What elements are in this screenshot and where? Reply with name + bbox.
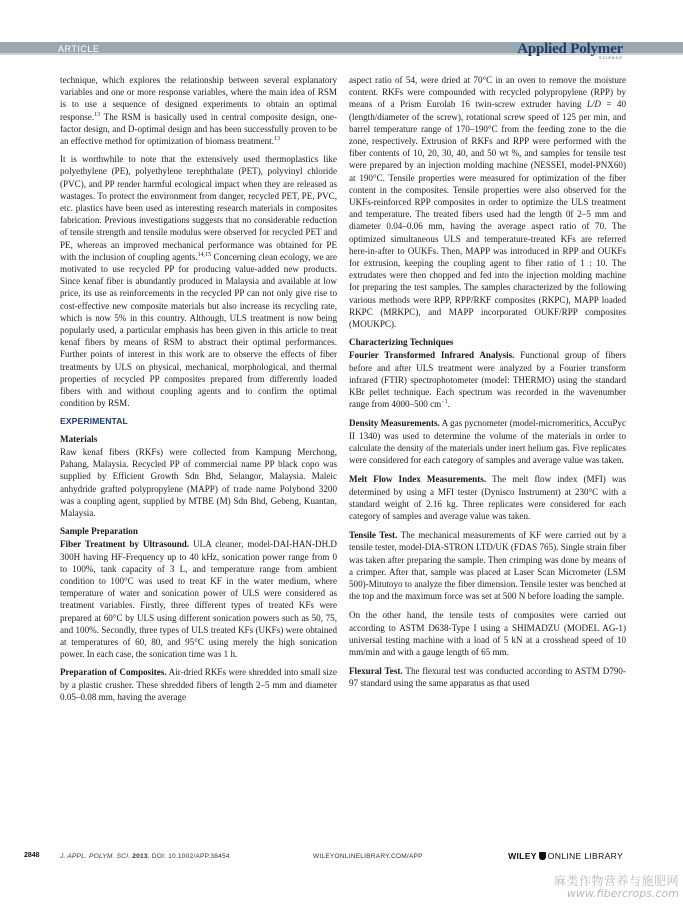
intro-paragraph-1: technique, which explores the relationship between several explanatory variables and one or more response variables, where the main idea of RSM is to use a sequence of designed experiments to obtain an optimal response.$^{13}$ The RSM is basically used in central composite design, one-factor design, and D-optimal design and has been successfully proven to be an effective method for optimization of biomass treatment.$^{13}$ [60,75,337,147]
subsection-heading-sample-preparation: Sample Preparation [60,526,138,537]
journal-logo [517,40,623,60]
citation: J. APPL. POLYM. SCI. 2013, DOI: 10.1002/APP.38454 [60,853,230,860]
journal-name: Applied Polymer [517,41,623,57]
astm-paragraph: On the other hand, the tensile tests of composites were carried out according to ASTM D638-Type I using a SHIMADZU (MODEL AG-1) universal testing machine with a load of 5 kN at a crosshead speed of 10 mm/min and with a gauge length of 65 mm. [349,610,626,657]
journal-subtitle: SCIENCE [599,56,623,60]
watermark-text: 麻类作物营养与施肥网 [553,874,679,888]
density-paragraph: Density Measurements. A gas pycnometer (model-micromeritics, AccuPyc II 1340) was used to determine the volume of the materials in order to calculate the density of the materials under inert helium gas. Five replicates were considered for each category of samples and average value was taken. [349,418,626,466]
right-column [349,74,626,696]
ftir-paragraph: Fourier Transformed Infrared Analysis. Functional group of fibers before and after ULS treatment were analyzed by a Fourier transform infrared (FTIR) spectrophotometer (model: THERMO) using the standard KBr pellet technique. Each spectrum was recorded in the wavenumber range from 4000–500 $cm^{-1}$. [349,350,626,410]
flexural-paragraph: Flexural Test. The flexural test was conducted according to ASTM D790-97 standard using the same apparatus as that used [349,666,626,689]
section-heading-experimental: EXPERIMENTAL [60,416,128,427]
composite-prep-paragraph: aspect ratio of 54, were dried at 70°C in an oven to remove the moisture content. RKFs were compounded with recycled polypropylene (RPP) by means of a Prism Eurolab 16 twin-screw extruder having L/D = 40 (length/diameter of the screw), rotational screw speed of 125 per min, and barrel temperature range of 170–190°C from the feeding zone to the die zone, respectively. Extrusion of RKFs and RPP were performed with the fiber contents of 10, 20, 30, 40, and 50 wt %, and samples for tensile test were prepared by an injection molding machine (NESSEI, model-PNX60) at 190°C. Tensile properties were measured for optimization of the fiber content in the composites. Tensile properties were also observed for the UKFs-reinforced RPP composites in order to optimize the ULS treatment and temperature. The treated fibers used had the length 0f 2–5 mm and diameter 0.04–0.06 mm, having the average aspect ratio of 70. The optimized simultaneous ULS and temperature-treated KFs are referred here-in-after to OUKFs. Then, MAPP was introduced in RPP and OUKFs for extrusion, keeping the coupling agent to fiber ratio of 1 : 10. The extrudates were then chopped and fed into the injection molding machine for preparing the test samples. The samples characterized by the following various methods were RPP, RPP/RKF composites (RKPC), MAPP loaded RKPC (MRKPC), and MAPP incorporated OUKF/RPP composites (MOUKPC). [349,75,626,330]
wiley-logo-icon [539,852,546,860]
journal-url: WILEYONLINELIBRARY.COM/APP [313,853,423,860]
tensile-paragraph: Tensile Test. The mechanical measurements of KF were carried out by a tensile tester, model-DIA-STRON LTD/UK (FDAS 765). Single strain fiber was taken after preparing the sample. Then crimping was done by means of a crimper. After that, sample was placed at Laser Scan Micrometer (LSM 500)-Mitutoyo to analyze the fiber dimension. Tensile tester was benched at the top and the maximum force was set at 500 N before loading the sample. [349,530,626,602]
intro-paragraph-2: It is worthwhile to note that the extensively used thermoplastics like polyethylene (PE), polyethylene terephthalate (PET), polyvinyl chloride (PVC), and PP render harmful ecological impact when they are released as wastages. To protect the environment from danger, recycled PET, PE, PVC, etc. plastics have been used as interesting research materials in composites fabrication. Previous investigations suggests that no considerable reduction of tensile strength and tensile modulus were observed for recycled PET and PE, whereas an improved mechanical performance was obtained for PE with the inclusion of coupling agents.$^{14,15}$ Concerning clean ecology, we are motivated to use recycled PP for producing value-added new products. Since kenaf fiber is abundantly produced in Malaysia and available at low price, its use as reinforcements in the recycled PP can not only give rise to cost-effective new composite materials but also increase its recycling rate, which is now 5% in this country. Although, ULS treatment is now being popularly used, a particular emphasis has been given in this article to treat kenaf fibers by means of RSM to abstract their optimal performances. Further points of interest in this work are to observe the effects of fiber treatments by ULS on physical, mechanical, morphological, and thermal properties of recycled PP composites prepared from differently loaded fibers with and without coupling agents and to confirm the optimal condition by RSM. [60,154,338,409]
publisher-logo: WILEY ONLINE LIBRARY [508,851,623,861]
subsection-heading-materials: Materials [60,433,98,444]
page-footer [0,852,683,866]
article-label: ARTICLE [58,44,100,54]
fiber-treatment-paragraph: Fiber Treatment by Ultrasound. ULA cleaner, model-DAI-HAN-DH.D 300H having HF-Frequency up to 40 kHz, sonication power range from 0 to 100%, tank capacity of 3 L, and temperature range from ambient condition to 100°C was used to treat KF in the water medium, where temperature of water and sonication power of ULS were considered as treatment variables. Firstly, three different types of treated KFs were prepared at 60°C by ULS using different sonication powers such as 50, 75, and 100%. Secondly, three types of ULS treated KFs (UKFs) were obtained at temperatures of 60, 80, and 95°C using merely the high sonication power. In each case, the sonication time was 1 h. [60,539,337,660]
materials-paragraph: Raw kenaf fibers (RKFs) were collected from Kampung Merchong, Pahang, Malaysia. Recycled PP of commercial name PP black copo was supplied by Efficient Growth Sdn Bhd, Selangor, Malaysia. Maleic anhydride grafted polypropylene (MAPP) of trade name Polybond 3200 was a coupling agent, supplied by MTBE (M) Sdn Bhd, Gebeng, Kuantan, Malaysia. [60,446,337,518]
subsection-heading-characterizing: Characterizing Techniques [349,337,454,348]
page-number: 2848 [24,852,40,859]
watermark-url: www.fibercrops.com [566,887,679,900]
mfi-paragraph: Melt Flow Index Measurements. The melt flow index (MFI) was determined by using a MFI tester (Dynisco Instrument) at 230°C with a standard weight of 2.16 kg. Three replicates were considered for each category of samples and average value was taken. [349,474,626,521]
preparation-paragraph: Preparation of Composites. Air-dried RKFs were shredded into small size by a plastic crusher. These shredded fibers of length 2–5 mm and diameter 0.05–0.08 mm, having the average [60,667,337,702]
left-column [60,74,337,709]
